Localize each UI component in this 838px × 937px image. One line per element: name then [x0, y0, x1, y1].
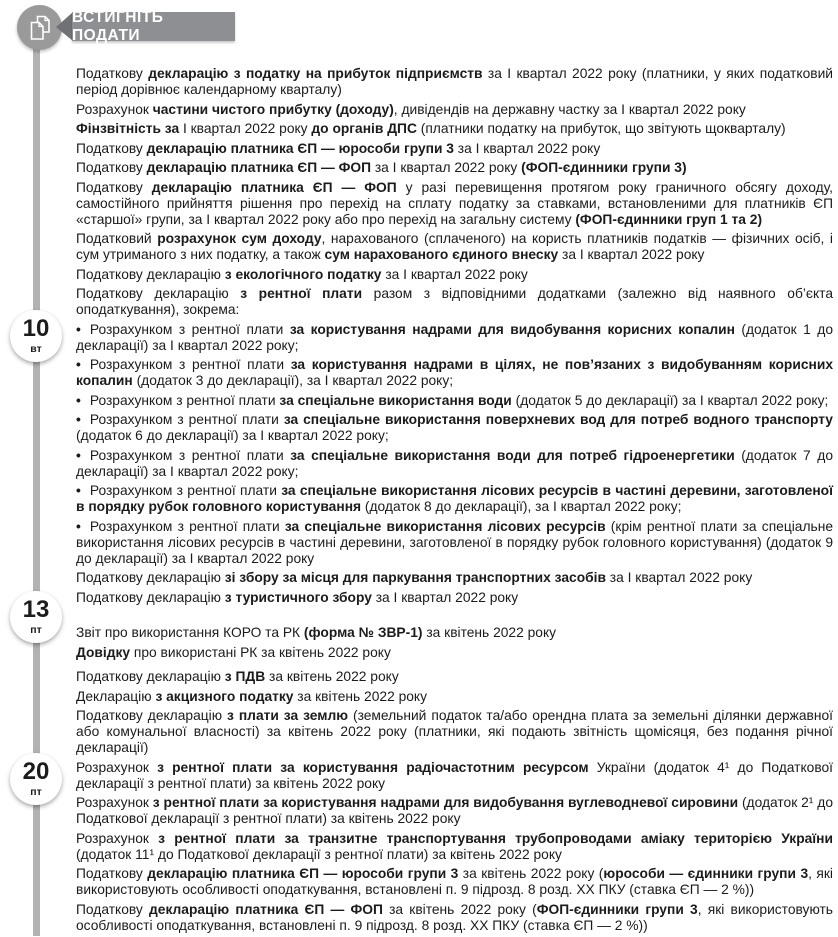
deadline-item-text: Розрахунком з рентної плати за користування надрами в цілях, не пов’язаних з видобуванням корисних копалин (додаток 3 до декларації), за І квартал 2022 року;	[76, 357, 833, 388]
deadline-group-20	[76, 669, 833, 937]
deadline-item	[76, 141, 833, 157]
deadline-item-text: Податкову декларацію з рентної плати разом з відповідними додатками (залежно від наявного об’єкта оподаткування), зокрема:	[76, 286, 834, 317]
weekday-label: пт	[30, 786, 42, 799]
deadline-item-text: Податкову декларацію з екологічного податку за І квартал 2022 року	[76, 266, 528, 282]
bullet-icon: •	[76, 412, 81, 427]
deadline-item-text: Розрахунком з рентної плати за спеціальне використання води (додаток 5 до декларації) за І квартал 2022 року;	[89, 392, 829, 408]
deadline-item	[76, 625, 833, 641]
deadline-item	[76, 412, 833, 444]
deadline-item-text: Податкову декларацію платника ЄП — ФОП у разі перевищення протягом року граничного обсягу доходу, самостійного прийняття рішення про перехід на сплату податку за ставками, встановленими для платників ЄП «старшої» групи, за І квартал 2022 року або про перехід на загальну систему (ФОП-єдинники груп 1 та 2)	[76, 179, 833, 227]
deadline-item	[76, 708, 833, 756]
deadline-item-text: Податкову декларацію з туристичного збору за І квартал 2022 року	[76, 589, 519, 605]
bullet-icon: •	[76, 483, 81, 498]
documents-icon	[17, 5, 62, 50]
bullet-icon: •	[76, 447, 81, 463]
deadline-item	[76, 286, 833, 318]
deadline-item	[76, 760, 833, 792]
deadline-item	[76, 831, 833, 863]
deadline-item	[76, 267, 833, 283]
deadline-item	[76, 357, 833, 389]
deadline-item	[76, 160, 833, 176]
deadline-item-text: Податкову декларацію платника ЄП — юрособи групи 3 за І квартал 2022 року	[76, 140, 601, 156]
day-number: 10	[22, 315, 50, 343]
deadline-item	[76, 866, 833, 898]
bullet-icon: •	[76, 392, 81, 408]
banner-label: ВСТИГНІТЬ ПОДАТИ	[72, 8, 164, 44]
deadline-item-text: Податкову декларацію зі збору за місця для паркування транспортних засобів за І квартал 2022 року	[76, 570, 753, 585]
deadline-item-text: Податковий розрахунок сум доходу, нарахованого (сплаченого) на користь платників податків — фізичних осіб, і сум утриманого з них податку, а також сум нарахованого єдиного внеску за І квартал 2022 року	[76, 231, 833, 262]
weekday-label: пт	[30, 624, 42, 637]
deadline-item	[76, 795, 833, 827]
bullet-icon: •	[76, 357, 81, 372]
deadline-group-13	[76, 625, 833, 664]
date-marker-20	[10, 753, 62, 805]
deadline-item-text: Декларацію з акцизного податку за квітень 2022 року	[76, 688, 428, 704]
deadline-item-text: Податкову декларацію з плати за землю (земельний податок та/або орендна плата за земельні ділянки державної або комунальної власності) за квітень 2022 року (платники, які подають звітність щомісяця, без подання річної декларації)	[76, 708, 833, 755]
deadline-item	[76, 669, 833, 685]
bullet-icon: •	[76, 321, 81, 337]
deadline-item-text: Податкову декларацію платника ЄП — ФОП за І квартал 2022 року (ФОП-єдинники групи 3)	[76, 160, 687, 175]
deadline-item-text: Розрахунком з рентної плати за спеціальне використання поверхневих вод для потреб водного транспорту (додаток 6 до декларації) за І квартал 2022 року;	[76, 412, 833, 443]
deadline-item-text: Розрахунок частини чистого прибутку (доходу), дивідендів на державну частку за І квартал 2022 року	[76, 101, 746, 117]
deadline-item-text: Розрахунок з рентної плати за користування радіочастотним ресурсом України (додаток 4¹ до Податкової декларації з рентної плати) за квітень 2022 року	[76, 759, 833, 791]
deadline-item-text: Розрахунок з рентної плати за користування надрами для видобування вуглеводневої сировини (додаток 2¹ до Податкової декларації з рентної плати) за квітень 2022 року	[76, 795, 834, 826]
deadline-item	[76, 322, 833, 354]
deadline-item-text: Довідку про використані РК за квітень 2022 року	[76, 644, 391, 660]
deadline-item	[76, 689, 833, 705]
date-marker-13	[10, 591, 62, 643]
deadline-item	[76, 519, 833, 567]
deadline-item	[76, 66, 833, 98]
deadline-item-text: Розрахунком з рентної плати за спеціальне використання лісових ресурсів в частині деревини, заготовленої в порядку рубок головного користування (додаток 8 до декларації), за І квартал 2022 року;	[76, 483, 833, 514]
deadline-item	[76, 645, 833, 661]
deadline-item-text: Податкову декларацію з ПДВ за квітень 2022 року	[76, 669, 399, 684]
deadline-item	[76, 231, 833, 263]
deadline-item-text: Податкову декларацію з податку на прибуток підприємств за І квартал 2022 року (платники, у яких податковий період дорівнює календарному кварталу)	[76, 66, 833, 97]
deadline-item	[76, 121, 833, 137]
deadline-item-text: Розрахунок з рентної плати за транзитне транспортування трубопроводами аміаку територією України (додаток 11¹ до Податкової декларації з рентної плати) за квітень 2022 року	[76, 830, 833, 862]
deadline-item-text: Розрахунком з рентної плати за спеціальне використання води для потреб гідроенергетики (додаток 7 до декларації) за І квартал 2022 року;	[76, 447, 833, 479]
day-number: 20	[22, 758, 50, 786]
deadline-item	[76, 590, 833, 606]
deadline-item-text: Податкову декларацію платника ЄП — ФОП за квітень 2022 року (ФОП-єдинники групи 3, які використовують особливості оподаткування, встановлені п. 9 підрозд. 8 розд. ХХ ПКУ (ставка ЄП — 2 %))	[76, 901, 833, 933]
bullet-icon: •	[76, 518, 81, 534]
deadline-item-text: Розрахунком з рентної плати за користування надрами для видобування корисних копалин (додаток 1 до декларації) за І квартал 2022 року;	[76, 321, 833, 353]
deadline-item	[76, 393, 833, 409]
deadline-item	[76, 102, 833, 118]
deadline-item-text: Податкову декларацію платника ЄП — юрособи групи 3 за квітень 2022 року (юрособи — єдинники групи 3, які використовують особливості оподаткування, встановлені п. 9 підрозд. 8 розд. ХХ ПКУ (ставка ЄП — 2 %))	[76, 866, 834, 897]
deadline-item	[76, 483, 833, 515]
deadline-item-text: Розрахунком з рентної плати за спеціальне використання лісових ресурсів (крім рентної плати за спеціальне використання лісових ресурсів в частині деревини, заготовленої в порядку рубок головного користування) (додаток 9 до декларації) за І квартал 2022 року	[76, 518, 834, 566]
deadline-item	[76, 902, 833, 934]
deadline-item-text: Фінзвітність за І квартал 2022 року до органів ДПС (платники податку на прибуток, що звітують щокварталу)	[76, 121, 786, 136]
deadline-item	[76, 570, 833, 586]
deadline-item-text: Звіт про використання КОРО та РК (форма № ЗВР-1) за квітень 2022 року	[76, 625, 557, 640]
deadline-item	[76, 448, 833, 480]
deadline-item	[76, 180, 833, 228]
deadline-banner	[72, 8, 235, 44]
deadline-group-10	[76, 66, 833, 609]
date-marker-10	[10, 310, 62, 362]
weekday-label: вт	[30, 343, 42, 356]
day-number: 13	[22, 596, 50, 624]
